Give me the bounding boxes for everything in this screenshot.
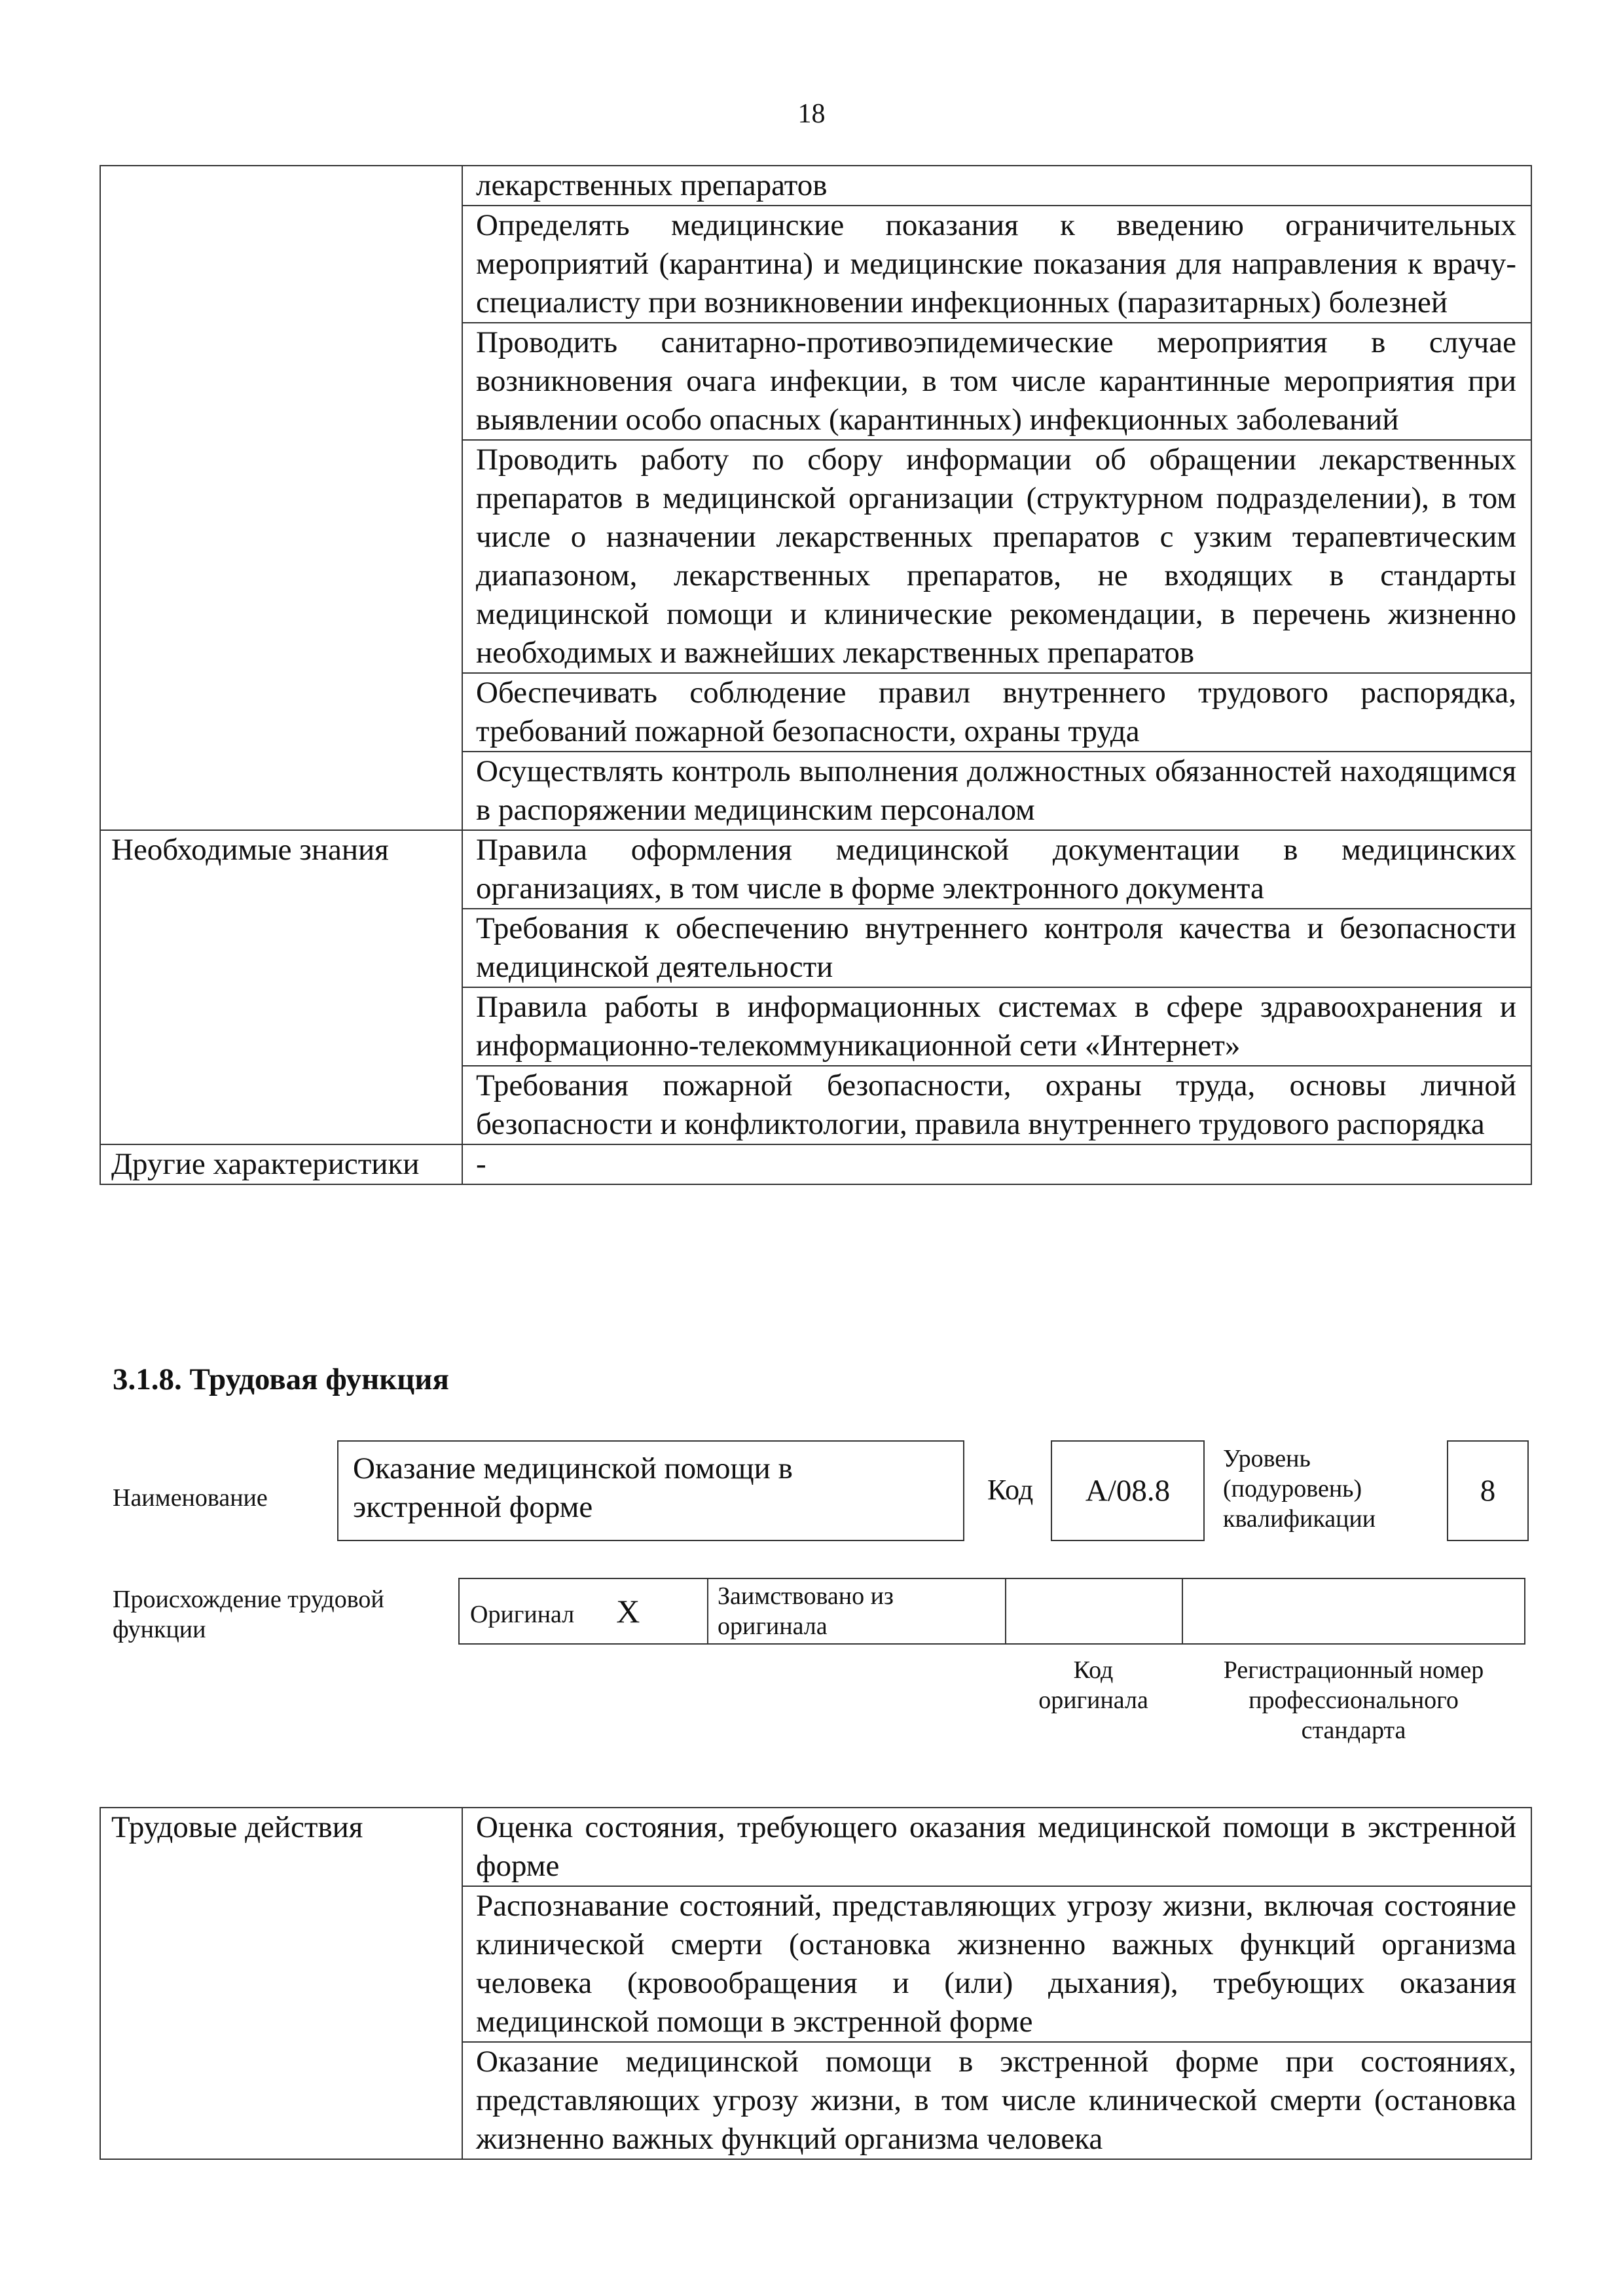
knowledge-item: Правила оформления медицинской документации в медицинских организациях, в том числе в форме электронного документа bbox=[462, 830, 1531, 909]
skill-item: Обеспечивать соблюдение правил внутреннего трудового распорядка, требований пожарной безопасности, охраны труда bbox=[462, 673, 1531, 752]
code-caption bbox=[1005, 1655, 1182, 1715]
name-label: Наименование bbox=[113, 1484, 268, 1512]
code-caption-line: оригинала bbox=[1038, 1686, 1148, 1714]
reg-caption-line: Регистрационный номер bbox=[1223, 1656, 1484, 1684]
borrowed-cell bbox=[708, 1578, 1006, 1644]
code-value: А/08.8 bbox=[1085, 1474, 1171, 1508]
code-value-box bbox=[1051, 1440, 1205, 1541]
registration-number-cell bbox=[1182, 1578, 1525, 1644]
reg-caption bbox=[1182, 1655, 1525, 1745]
reg-caption-line: стандарта bbox=[1301, 1717, 1406, 1744]
action-item: Оценка состояния, требующего оказания медицинской помощи в экстренной форме bbox=[462, 1808, 1531, 1886]
level-value: 8 bbox=[1480, 1474, 1496, 1508]
labor-actions-table bbox=[100, 1807, 1532, 2160]
origin-label-line: Происхождение трудовой bbox=[113, 1586, 384, 1613]
origin-table bbox=[458, 1578, 1525, 1645]
skill-item: Проводить санитарно-противоэпидемические мероприятия в случае возникновения очага инфекции, в том числе карантинные мероприятия при выявлении особо опасных (карантинных) инфекционных заболеваний bbox=[462, 323, 1531, 440]
level-value-box bbox=[1447, 1440, 1529, 1541]
origin-label bbox=[113, 1584, 384, 1645]
skill-item: Определять медицинские показания к введению ограничительных мероприятий (карантина) и медицинские показания для направления к врачу-специалисту при возникновении инфекционных (паразитарных) болезней bbox=[462, 206, 1531, 323]
level-label-line: квалификации bbox=[1223, 1505, 1376, 1533]
knowledge-item: Требования к обеспечению внутреннего контроля качества и безопасности медицинской деятельности bbox=[462, 909, 1531, 987]
original-cell bbox=[459, 1578, 708, 1644]
action-item: Оказание медицинской помощи в экстренной форме при состояниях, представляющих угрозу жизни, в том числе клинической смерти (остановка жизненно важных функций организма человека bbox=[462, 2042, 1531, 2159]
skill-item: Проводить работу по сбору информации об обращении лекарственных препаратов в медицинской организации (структурном подразделении), в том числе о назначении лекарственных препаратов с узким терапевтическим диапазоном, лекарственных препаратов, не входящих в стандарты медицинской помощи и клинические рекомендации, в перечень жизненно необходимых и важнейших лекарственных препаратов bbox=[462, 440, 1531, 673]
skills-knowledge-table bbox=[100, 165, 1532, 1185]
knowledge-item: Требования пожарной безопасности, охраны труда, основы личной безопасности и конфликтологии, правила внутреннего трудового распорядка bbox=[462, 1066, 1531, 1144]
table-row bbox=[459, 1578, 1525, 1644]
table-row bbox=[100, 1144, 1531, 1184]
original-mark: X bbox=[616, 1593, 640, 1630]
function-name-box bbox=[337, 1440, 964, 1541]
knowledge-item: Правила работы в информационных системах в сфере здравоохранения и информационно-телекоммуникационной сети «Интернет» bbox=[462, 987, 1531, 1066]
table-row bbox=[100, 166, 1531, 206]
level-label-line: (подуровень) bbox=[1223, 1475, 1362, 1503]
other-characteristics-value: - bbox=[462, 1144, 1531, 1184]
origin-label-line: функции bbox=[113, 1616, 206, 1643]
original-code-cell bbox=[1006, 1578, 1182, 1644]
level-label-line: Уровень bbox=[1223, 1445, 1311, 1472]
section-heading: 3.1.8. Трудовая функция bbox=[113, 1362, 449, 1396]
skill-item: лекарственных препаратов bbox=[462, 166, 1531, 206]
borrowed-label-line: оригинала bbox=[718, 1613, 828, 1640]
reg-caption-line: профессионального bbox=[1249, 1686, 1459, 1714]
table-row bbox=[100, 1808, 1531, 1886]
other-characteristics-label: Другие характеристики bbox=[100, 1144, 462, 1184]
function-name-value: Оказание медицинской помощи в экстренной форме bbox=[353, 1451, 793, 1524]
code-caption-line: Код bbox=[1073, 1656, 1114, 1684]
empty-label-cell bbox=[100, 166, 462, 830]
action-item: Распознавание состояний, представляющих угрозу жизни, включая состояние клинической смерти (остановка жизненно важных функций организма человека (кровообращения и (или) дыхания), требующих оказания медицинской помощи в экстренной форме bbox=[462, 1886, 1531, 2042]
borrowed-label-line: Заимствовано из bbox=[718, 1582, 894, 1610]
table-row bbox=[100, 830, 1531, 909]
original-label: Оригинал bbox=[470, 1601, 575, 1628]
skill-item: Осуществлять контроль выполнения должностных обязанностей находящимся в распоряжении медицинским персоналом bbox=[462, 752, 1531, 830]
code-label: Код bbox=[987, 1474, 1034, 1506]
knowledge-label: Необходимые знания bbox=[100, 830, 462, 1144]
level-label bbox=[1223, 1444, 1376, 1534]
labor-actions-label: Трудовые действия bbox=[100, 1808, 462, 2159]
page-number: 18 bbox=[797, 99, 826, 129]
